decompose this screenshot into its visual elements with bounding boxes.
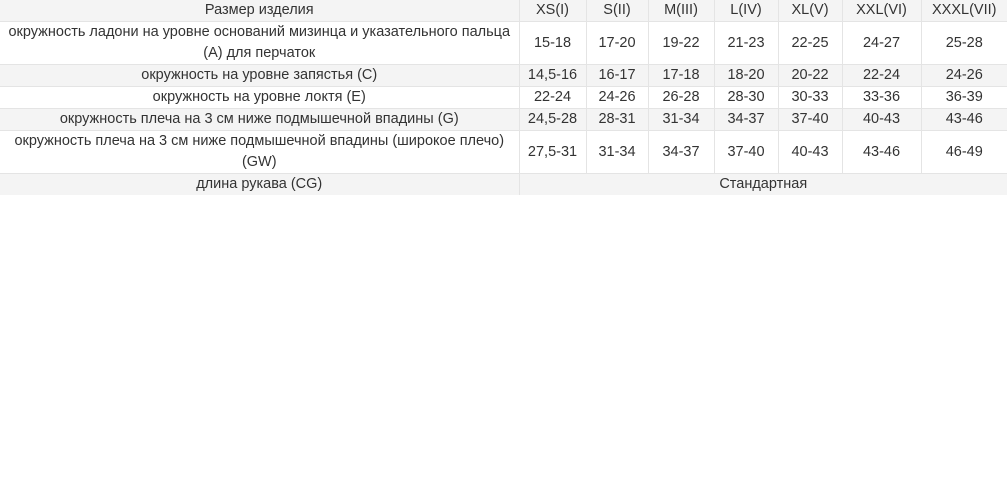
row-value: 24-26	[586, 87, 648, 109]
row-value: 14,5-16	[519, 65, 586, 87]
header-col-l: L(IV)	[714, 0, 778, 22]
header-label-cell: Размер изделия	[0, 0, 519, 22]
row-value: 28-31	[586, 109, 648, 131]
row-value: 19-22	[648, 22, 714, 65]
table-row	[0, 22, 1007, 65]
header-col-xxl: XXL(VI)	[842, 0, 921, 22]
row-value: 26-28	[648, 87, 714, 109]
row-value: 31-34	[586, 131, 648, 174]
row-label: окружность плеча на 3 см ниже подмышечной впадины (G)	[0, 109, 519, 131]
row-value: 17-20	[586, 22, 648, 65]
header-col-xxxl: XXXL(VII)	[921, 0, 1007, 22]
row-value: 31-34	[648, 109, 714, 131]
row-value: 37-40	[714, 131, 778, 174]
row-value: 33-36	[842, 87, 921, 109]
row-value: 27,5-31	[519, 131, 586, 174]
header-col-xl: XL(V)	[778, 0, 842, 22]
row-value: 22-24	[519, 87, 586, 109]
row-value: 24-26	[921, 65, 1007, 87]
table-row	[0, 87, 1007, 109]
row-value: 37-40	[778, 109, 842, 131]
row-value: 30-33	[778, 87, 842, 109]
row-label: окружность на уровне локтя (E)	[0, 87, 519, 109]
table-row	[0, 109, 1007, 131]
row-value: 43-46	[842, 131, 921, 174]
row-value: 25-28	[921, 22, 1007, 65]
row-value: 34-37	[648, 131, 714, 174]
row-value: 46-49	[921, 131, 1007, 174]
table-footer-row	[0, 174, 1007, 196]
footer-value: Стандартная	[519, 174, 1007, 196]
row-value: 20-22	[778, 65, 842, 87]
footer-label: длина рукава (CG)	[0, 174, 519, 196]
row-value: 40-43	[842, 109, 921, 131]
table-row	[0, 131, 1007, 174]
row-value: 22-24	[842, 65, 921, 87]
row-value: 16-17	[586, 65, 648, 87]
row-label: окружность ладони на уровне оснований мизинца и указательного пальца (A) для перчаток	[0, 22, 519, 65]
row-value: 34-37	[714, 109, 778, 131]
header-col-s: S(II)	[586, 0, 648, 22]
row-value: 24,5-28	[519, 109, 586, 131]
row-label: окружность на уровне запястья (C)	[0, 65, 519, 87]
row-value: 28-30	[714, 87, 778, 109]
row-value: 24-27	[842, 22, 921, 65]
row-value: 21-23	[714, 22, 778, 65]
header-col-xs: XS(I)	[519, 0, 586, 22]
table-row	[0, 65, 1007, 87]
size-chart-table	[0, 0, 1007, 195]
row-label: окружность плеча на 3 см ниже подмышечной впадины (широкое плечо) (GW)	[0, 131, 519, 174]
header-col-m: M(III)	[648, 0, 714, 22]
row-value: 22-25	[778, 22, 842, 65]
row-value: 36-39	[921, 87, 1007, 109]
table-header-row	[0, 0, 1007, 22]
row-value: 43-46	[921, 109, 1007, 131]
row-value: 15-18	[519, 22, 586, 65]
row-value: 17-18	[648, 65, 714, 87]
row-value: 18-20	[714, 65, 778, 87]
row-value: 40-43	[778, 131, 842, 174]
